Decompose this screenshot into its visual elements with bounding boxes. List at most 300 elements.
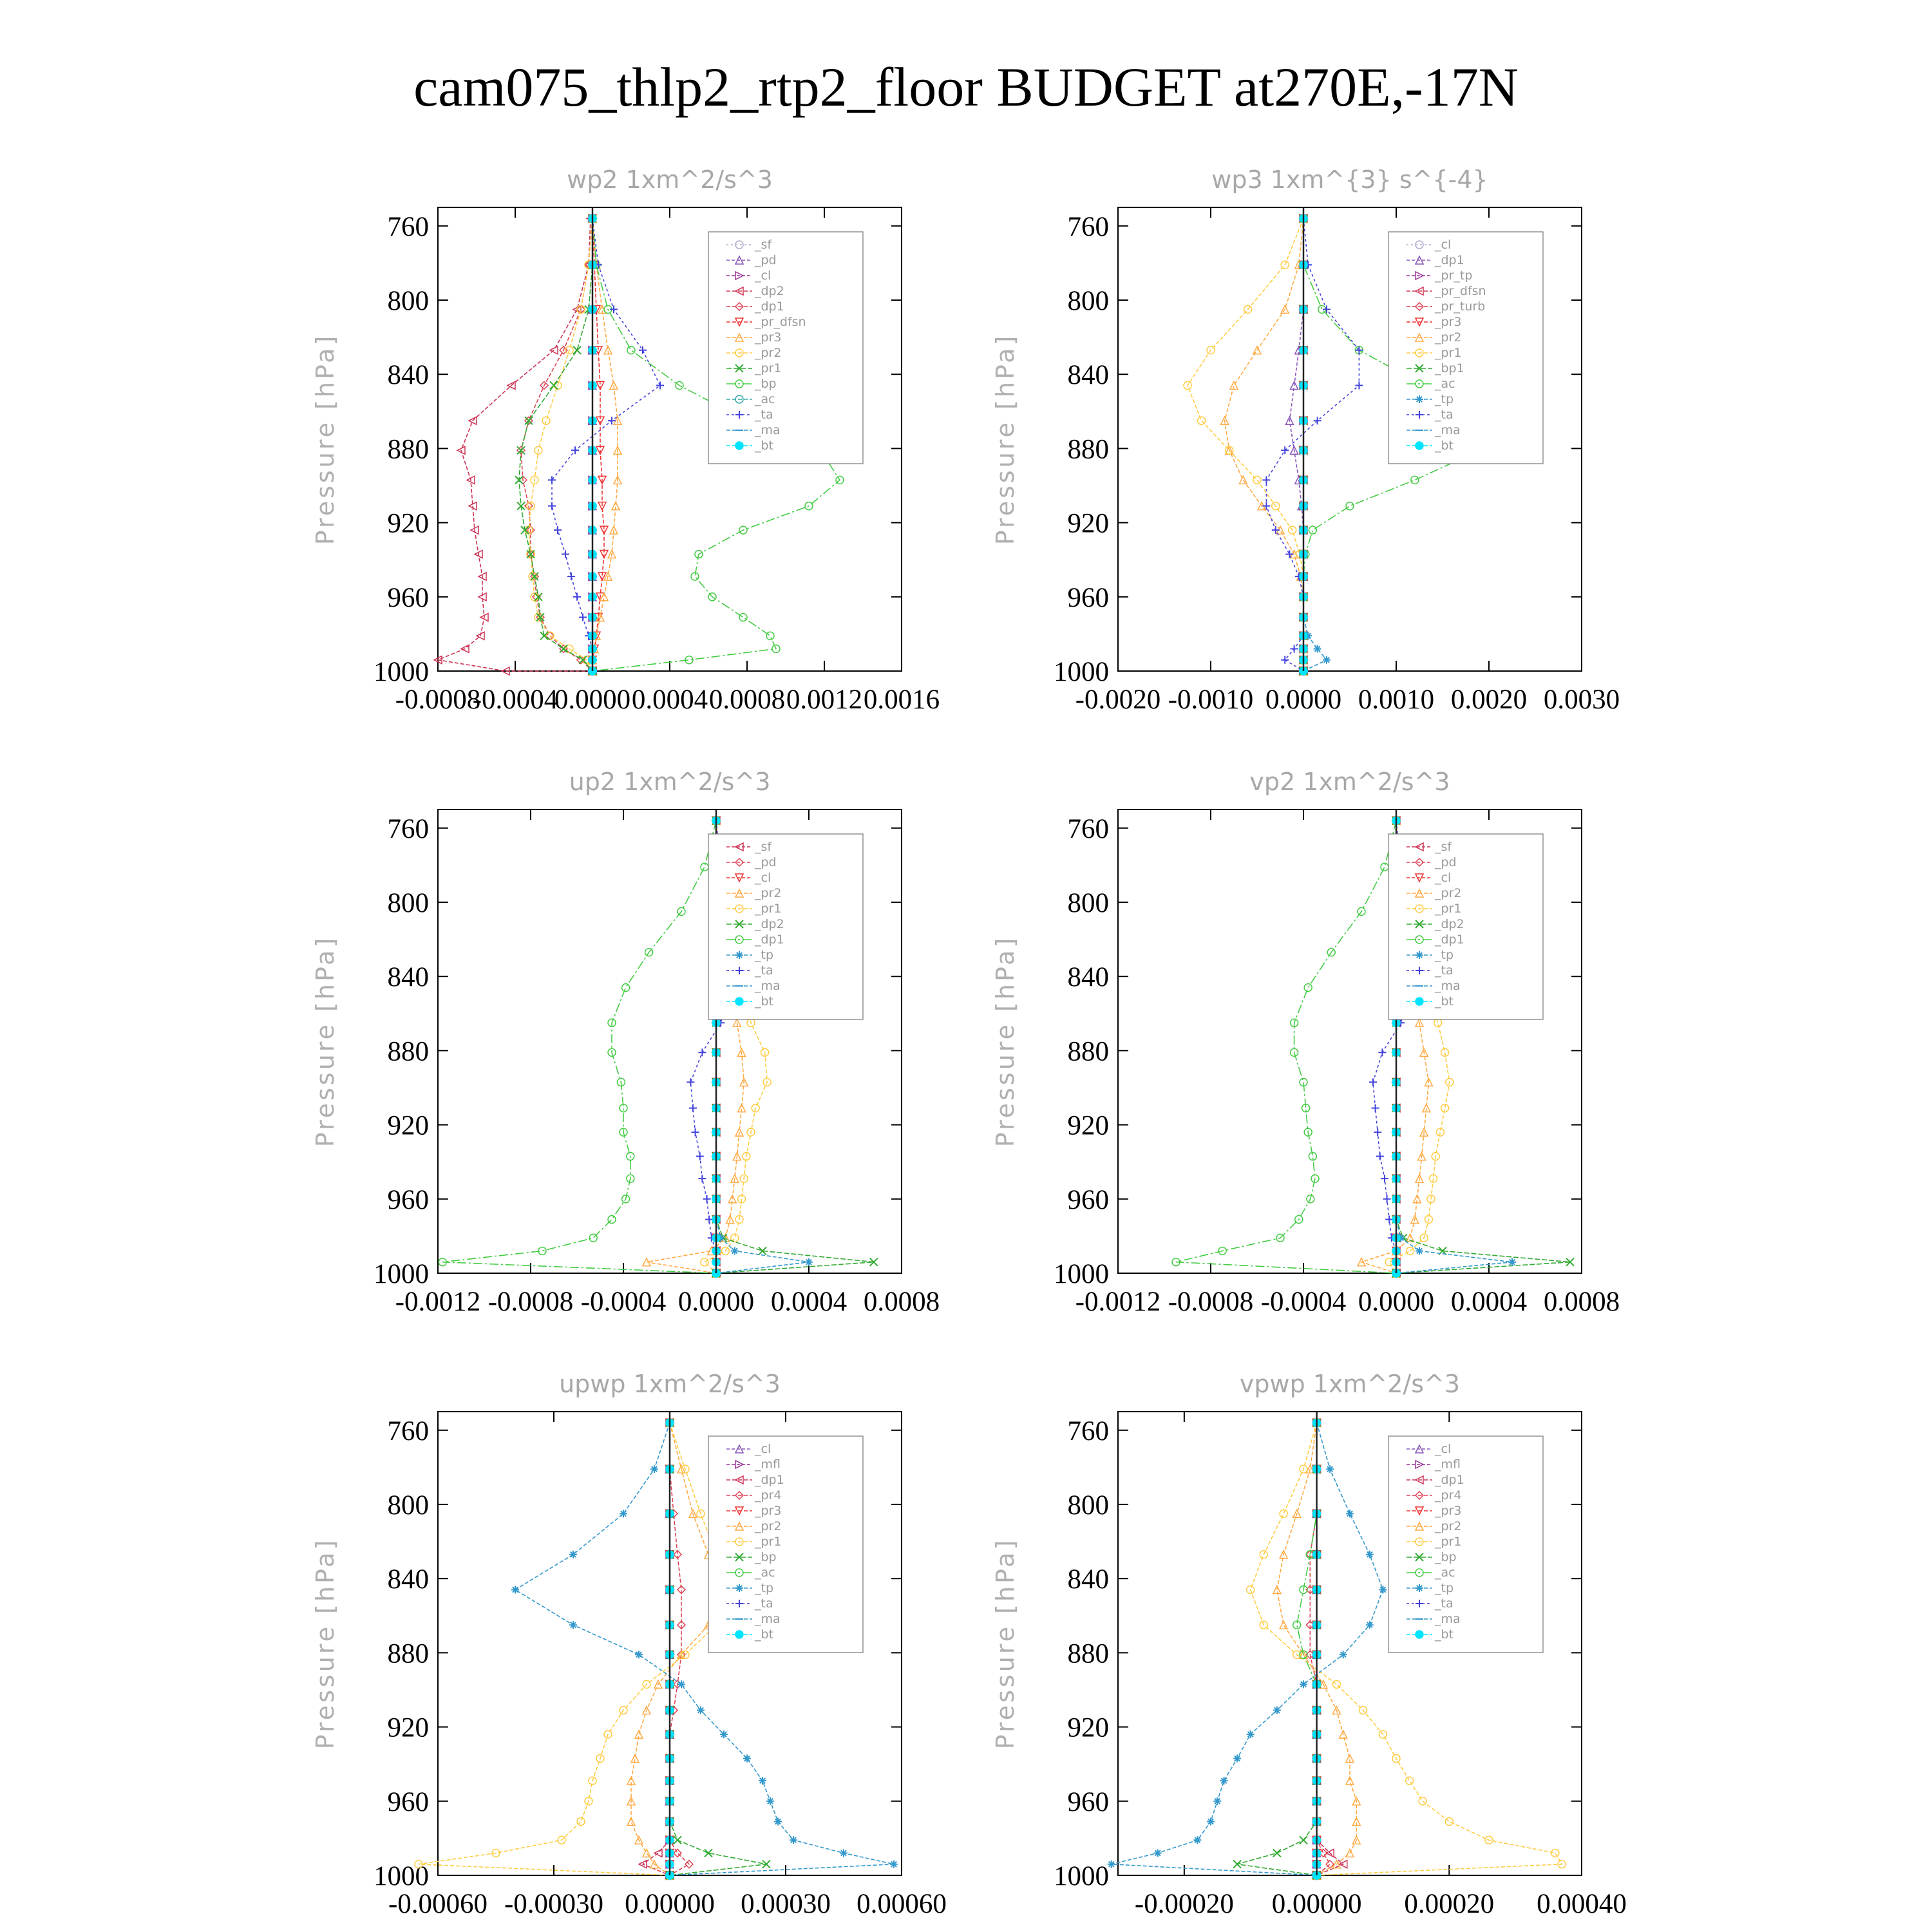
y-tick-label: 800	[1067, 888, 1109, 918]
y-tick-label: 1000	[374, 1861, 429, 1891]
legend-label: _pr2	[755, 1519, 782, 1533]
data-point	[1406, 1247, 1414, 1255]
chart-upwp	[309, 1352, 966, 1932]
legend-label: _dp2	[1435, 917, 1464, 931]
y-tick-label: 920	[1067, 1712, 1109, 1743]
legend-box	[708, 834, 863, 1019]
legend-label: _dp1	[755, 1473, 784, 1487]
data-point	[692, 1128, 699, 1136]
x-tick-label: 0.0008	[708, 685, 786, 715]
legend-label: _ac	[1435, 1566, 1455, 1580]
legend-label: _pr_dfsn	[1435, 284, 1486, 298]
legend-label: _pr1	[1435, 1535, 1462, 1549]
series-line-dp1	[1176, 820, 1396, 1273]
data-point	[1434, 1019, 1442, 1027]
legend-label: _sf	[755, 238, 772, 252]
data-point	[573, 593, 581, 601]
y-axis-label: Pressure [hPa]	[991, 935, 1019, 1148]
legend-label: _tp	[1435, 1581, 1454, 1595]
series-line-pr4	[1310, 1423, 1330, 1875]
data-point	[1378, 1048, 1386, 1056]
y-tick-label: 1000	[1054, 1259, 1109, 1289]
series-dp1	[439, 817, 720, 1277]
data-point	[1233, 1755, 1241, 1763]
data-point	[890, 1861, 898, 1868]
x-tick-label: 0.0012	[786, 685, 863, 715]
y-tick-label: 840	[387, 360, 429, 391]
legend-label: _bp	[755, 377, 777, 391]
data-point	[579, 613, 587, 621]
legend-label: _pd	[755, 253, 777, 267]
data-point	[589, 1234, 597, 1242]
data-point	[766, 632, 774, 639]
legend-label: _dp1	[755, 933, 784, 947]
legend-label: _pr3	[755, 330, 782, 345]
chart-title: vp2 1xm^2/s^3	[1249, 768, 1450, 796]
series-line-pr1	[419, 1423, 732, 1875]
data-point	[567, 573, 575, 580]
legend-box	[1388, 1436, 1543, 1653]
data-point	[569, 1621, 577, 1629]
y-tick-label: 800	[1067, 286, 1109, 316]
data-point	[731, 1247, 739, 1255]
x-tick-label: -0.0004	[472, 685, 558, 715]
legend-marker	[1416, 951, 1423, 959]
legend-label: _cl	[1435, 238, 1452, 252]
data-point	[1281, 446, 1289, 454]
page-title: cam075_thlp2_rtp2_floor BUDGET at270E,-17N	[413, 56, 1519, 118]
legend-label: _ta	[1435, 963, 1454, 978]
legend-label: _ma	[755, 423, 781, 437]
legend-label: _ta	[755, 408, 773, 422]
y-tick-label: 880	[1067, 1036, 1109, 1067]
y-tick-label: 960	[1067, 1786, 1109, 1817]
x-tick-label: 0.0016	[863, 685, 940, 715]
x-tick-label: -0.0012	[395, 1287, 481, 1317]
y-tick-label: 1000	[374, 1259, 429, 1289]
chart-title: up2 1xm^2/s^3	[569, 768, 771, 796]
data-point	[1374, 1128, 1381, 1136]
data-point	[1233, 1861, 1241, 1868]
series-line-tp	[1112, 1423, 1383, 1875]
legend-label: _pr3	[1435, 1504, 1462, 1518]
legend	[708, 232, 863, 464]
data-point	[577, 1817, 585, 1825]
data-point	[1372, 1104, 1379, 1112]
data-point	[1280, 1621, 1287, 1629]
data-point	[739, 613, 747, 621]
legend-label: _bp	[755, 1550, 777, 1564]
data-point	[1309, 526, 1316, 534]
data-point	[696, 1153, 704, 1160]
data-point	[560, 645, 567, 652]
x-tick-label: 0.0004	[770, 1287, 848, 1317]
series-dp2	[434, 214, 596, 675]
data-point	[1551, 1849, 1559, 1857]
legend-marker	[735, 1631, 743, 1638]
y-tick-label: 920	[387, 508, 429, 539]
data-point	[805, 1258, 813, 1266]
legend-label: _sf	[755, 840, 772, 854]
chart-vpwp	[989, 1352, 1646, 1932]
x-tick-label: 0.0030	[1543, 685, 1620, 715]
data-point	[1340, 1651, 1347, 1658]
data-point	[1366, 1551, 1374, 1558]
y-tick-label: 840	[387, 1564, 429, 1595]
data-point	[1300, 1680, 1307, 1688]
data-point	[608, 1215, 616, 1223]
legend-marker	[1416, 1584, 1423, 1592]
x-tick-label: 0.00030	[741, 1889, 831, 1919]
x-tick-label: 0.00040	[1537, 1889, 1627, 1919]
data-point	[698, 1175, 706, 1182]
legend-label: _ma	[755, 1612, 781, 1626]
data-point	[627, 346, 635, 354]
series-line-pr3	[592, 218, 618, 671]
legend-label: _dp2	[755, 284, 784, 298]
legend	[708, 1436, 863, 1653]
series-line-dp1	[643, 1423, 670, 1875]
x-tick-label: 0.0000	[554, 685, 631, 715]
chart-wp3	[989, 148, 1646, 741]
legend-label: _pr4	[1435, 1488, 1462, 1502]
chart-wp2	[309, 148, 966, 741]
series-line-ta	[552, 218, 660, 671]
data-point	[635, 1651, 643, 1658]
legend-label: _bt	[755, 439, 774, 453]
legend-label: _sf	[1435, 840, 1452, 854]
legend-label: _ma	[755, 979, 781, 993]
y-tick-label: 880	[387, 1638, 429, 1669]
y-tick-label: 840	[387, 962, 429, 993]
x-tick-label: 0.0008	[1543, 1287, 1620, 1317]
series-ta	[1262, 214, 1363, 675]
series-pr1	[1184, 214, 1307, 675]
x-tick-label: 0.0004	[631, 685, 708, 715]
series-line-tp	[1303, 218, 1327, 671]
data-point	[720, 1730, 728, 1738]
data-point	[620, 1510, 627, 1517]
x-tick-label: -0.0010	[1168, 685, 1254, 715]
data-point	[1213, 1797, 1221, 1805]
data-point	[1346, 1510, 1354, 1517]
data-point	[1273, 1586, 1281, 1593]
y-axis-label: Pressure [hPa]	[991, 333, 1019, 545]
data-point	[1291, 645, 1298, 652]
legend-label: _bt	[1435, 439, 1454, 453]
data-point	[790, 1836, 797, 1844]
series-line-pr2	[529, 218, 592, 671]
data-point	[1198, 417, 1206, 424]
legend-label: _ac	[1435, 377, 1455, 391]
legend-label: _bp1	[1435, 361, 1464, 375]
data-point	[1300, 1836, 1307, 1844]
y-axis-label: Pressure [hPa]	[991, 1537, 1019, 1750]
x-tick-label: 0.0000	[1358, 1287, 1435, 1317]
legend-label: _pr2	[1435, 1519, 1462, 1533]
series-pr3	[589, 214, 621, 675]
legend-label: _bt	[1435, 994, 1454, 1009]
legend-label: _cl	[755, 871, 772, 885]
legend-label: _dp1	[755, 299, 784, 314]
x-tick-label: -0.0004	[1260, 1287, 1347, 1317]
data-point	[643, 1849, 650, 1857]
legend-label: _ta	[1435, 408, 1454, 422]
legend-label: _pr1	[755, 1535, 782, 1549]
data-point	[622, 983, 630, 991]
series-line-dp1	[1289, 218, 1303, 671]
data-point	[1445, 1817, 1453, 1825]
y-tick-label: 800	[387, 888, 429, 918]
data-point	[1406, 1777, 1414, 1785]
series-dp1	[517, 214, 596, 675]
data-point	[1285, 551, 1293, 558]
chart-title: wp3 1xm^{3} s^{-4}	[1211, 166, 1488, 194]
data-point	[674, 1836, 681, 1844]
y-tick-label: 800	[1067, 1490, 1109, 1520]
series-pr4	[1306, 1419, 1334, 1879]
x-tick-label: 0.0000	[677, 1287, 755, 1317]
y-tick-label: 960	[387, 582, 429, 613]
series-dp1	[639, 1419, 674, 1879]
y-tick-label: 760	[1067, 813, 1109, 844]
legend-label: _pr4	[755, 1488, 782, 1502]
data-point	[548, 476, 556, 484]
y-tick-label: 840	[1067, 360, 1109, 391]
data-point	[774, 1817, 782, 1825]
x-tick-label: -0.0008	[1168, 1287, 1254, 1317]
chart-vp2	[989, 750, 1646, 1343]
y-tick-label: 920	[387, 1110, 429, 1141]
legend-label: _bt	[1435, 1627, 1454, 1642]
y-tick-label: 920	[387, 1712, 429, 1743]
legend-label: _ma	[1435, 979, 1461, 993]
legend-label: _cl	[1435, 1442, 1452, 1456]
legend-label: _pr3	[1435, 315, 1462, 329]
data-point	[1247, 1730, 1255, 1738]
data-point	[540, 632, 548, 639]
y-tick-label: 760	[387, 813, 429, 844]
data-point	[1416, 1247, 1423, 1255]
series-pr2	[1221, 214, 1307, 675]
x-tick-label: 0.00060	[857, 1889, 947, 1919]
chart-title: vpwp 1xm^2/s^3	[1239, 1370, 1461, 1398]
data-point	[579, 656, 587, 664]
x-tick-label: -0.0008	[395, 685, 481, 715]
y-tick-label: 840	[1067, 962, 1109, 993]
data-point	[689, 1104, 697, 1112]
series-line-dp2	[438, 218, 592, 671]
data-point	[573, 346, 581, 354]
legend-label: _dp1	[1435, 1473, 1464, 1487]
x-tick-label: 0.0008	[863, 1287, 940, 1317]
legend-label: _tp	[755, 948, 774, 962]
y-axis-label: Pressure [hPa]	[311, 1537, 339, 1750]
legend-marker	[735, 442, 743, 450]
data-point	[1280, 1510, 1287, 1517]
legend-label: _cl	[755, 1442, 772, 1456]
legend	[1388, 232, 1543, 464]
data-point	[1273, 1849, 1281, 1857]
y-tick-label: 1000	[1054, 657, 1109, 687]
legend-label: _cl	[755, 269, 772, 283]
data-point	[1108, 1861, 1115, 1868]
data-point	[1193, 1836, 1201, 1844]
y-tick-label: 760	[1067, 211, 1109, 242]
legend	[1388, 1436, 1543, 1653]
data-point	[1376, 1153, 1384, 1160]
y-tick-label: 880	[387, 434, 429, 465]
data-point	[1381, 1175, 1388, 1182]
series-ta	[548, 214, 664, 675]
y-tick-label: 760	[387, 1416, 429, 1446]
data-point	[1326, 1465, 1334, 1473]
legend-marker	[1416, 1631, 1423, 1638]
y-tick-label: 760	[387, 211, 429, 242]
legend-marker	[735, 951, 743, 959]
data-point	[548, 502, 556, 510]
legend-label: _ac	[755, 392, 775, 406]
data-point	[701, 1258, 708, 1266]
y-tick-label: 1000	[1054, 1861, 1109, 1891]
y-tick-label: 960	[1067, 1184, 1109, 1215]
data-point	[697, 1707, 705, 1714]
legend-marker	[735, 998, 743, 1005]
series-line-pr2	[1225, 218, 1303, 671]
series-dp1	[1313, 1419, 1347, 1879]
series-line-bp	[1237, 1423, 1317, 1875]
y-tick-label: 960	[1067, 582, 1109, 613]
chart-up2	[309, 750, 966, 1343]
legend-label: _ac	[755, 1566, 775, 1580]
data-point	[1383, 1195, 1391, 1203]
series-line-pr1	[519, 218, 592, 671]
legend-box	[708, 1436, 863, 1653]
x-tick-label: -0.00020	[1134, 1889, 1234, 1919]
data-point	[743, 1755, 751, 1763]
x-tick-label: 0.0010	[1358, 685, 1435, 715]
data-point	[550, 381, 558, 389]
y-tick-label: 920	[1067, 1110, 1109, 1141]
data-point	[1262, 476, 1270, 484]
legend-label: _pr_turb	[1435, 299, 1486, 314]
data-point	[1369, 1078, 1377, 1086]
chart-title: upwp 1xm^2/s^3	[559, 1370, 781, 1398]
legend-marker	[1416, 998, 1423, 1005]
legend-label: _bt	[755, 994, 774, 1009]
data-point	[1508, 1258, 1516, 1266]
legend-label: _mfl	[1435, 1457, 1461, 1472]
x-tick-label: 0.00000	[625, 1889, 715, 1919]
x-tick-label: -0.0004	[580, 1287, 667, 1317]
data-point	[840, 1849, 848, 1857]
series-bp	[1233, 1419, 1320, 1879]
legend-label: _pd	[1435, 855, 1457, 869]
data-point	[542, 417, 550, 424]
data-point	[569, 1551, 577, 1558]
data-point	[650, 1465, 658, 1473]
data-point	[1346, 502, 1354, 510]
y-tick-label: 960	[387, 1184, 429, 1215]
legend-label: _pr2	[1435, 330, 1462, 345]
legend-box	[1388, 232, 1543, 464]
legend	[708, 834, 863, 1019]
data-point	[1323, 656, 1331, 664]
chart-title: wp2 1xm^2/s^3	[567, 166, 773, 194]
legend-label: _tp	[1435, 948, 1454, 962]
legend-label: _dp1	[1435, 933, 1464, 947]
legend-label: _ta	[1435, 1596, 1454, 1611]
x-tick-label: -0.00030	[504, 1889, 604, 1919]
legend	[1388, 834, 1543, 1019]
data-point	[639, 346, 647, 354]
legend-label: _tp	[1435, 392, 1454, 406]
x-tick-label: -0.0012	[1075, 1287, 1161, 1317]
data-point	[1230, 381, 1238, 389]
x-tick-label: 0.0004	[1450, 1287, 1528, 1317]
legend-label: _pr2	[755, 346, 782, 360]
y-tick-label: 880	[387, 1036, 429, 1067]
data-point	[511, 1586, 519, 1593]
data-point	[525, 417, 533, 424]
legend-label: _pr1	[1435, 346, 1462, 360]
series-line-dp1	[521, 218, 592, 671]
legend-label: _pr1	[755, 361, 782, 375]
data-point	[701, 863, 708, 871]
legend-label: _pr2	[1435, 886, 1462, 900]
legend-label: _pr3	[755, 1504, 782, 1518]
series-pr2	[525, 214, 596, 675]
x-tick-label: 0.0000	[1265, 685, 1342, 715]
legend-label: _mfl	[755, 1457, 781, 1472]
x-tick-label: 0.00000	[1271, 1889, 1362, 1919]
data-point	[759, 1777, 766, 1785]
legend-label: _pr1	[1435, 902, 1462, 916]
legend-box	[708, 232, 863, 464]
series-pr1	[415, 1419, 735, 1879]
y-axis-label: Pressure [hPa]	[311, 935, 339, 1148]
y-axis-label: Pressure [hPa]	[311, 333, 339, 545]
legend-label: _ta	[755, 1596, 773, 1611]
x-tick-label: -0.0008	[488, 1287, 574, 1317]
legend-label: _pd	[755, 855, 777, 869]
data-point	[1419, 1797, 1426, 1805]
series-dp1	[1172, 817, 1400, 1277]
data-point	[1379, 1586, 1387, 1593]
y-tick-label: 880	[1067, 1638, 1109, 1669]
legend-label: _pr1	[755, 902, 782, 916]
data-point	[703, 1195, 711, 1203]
data-point	[1381, 863, 1388, 871]
legend-label: _ta	[755, 963, 773, 978]
series-line-dp1	[442, 820, 716, 1273]
legend-label: _bt	[755, 1627, 774, 1642]
data-point	[766, 1797, 774, 1805]
data-point	[656, 381, 664, 389]
x-tick-label: 0.00020	[1404, 1889, 1495, 1919]
data-point	[1154, 1849, 1162, 1857]
y-tick-label: 840	[1067, 1564, 1109, 1595]
y-tick-label: 800	[387, 1490, 429, 1520]
x-tick-label: -0.00060	[388, 1889, 488, 1919]
legend-label: _ma	[1435, 423, 1461, 437]
data-point	[1220, 1777, 1228, 1785]
legend-label: _bp	[1435, 1550, 1457, 1564]
y-tick-label: 920	[1067, 508, 1109, 539]
legend-label: _pr2	[755, 886, 782, 900]
data-point	[1332, 1680, 1340, 1688]
x-tick-label: -0.0020	[1075, 685, 1161, 715]
